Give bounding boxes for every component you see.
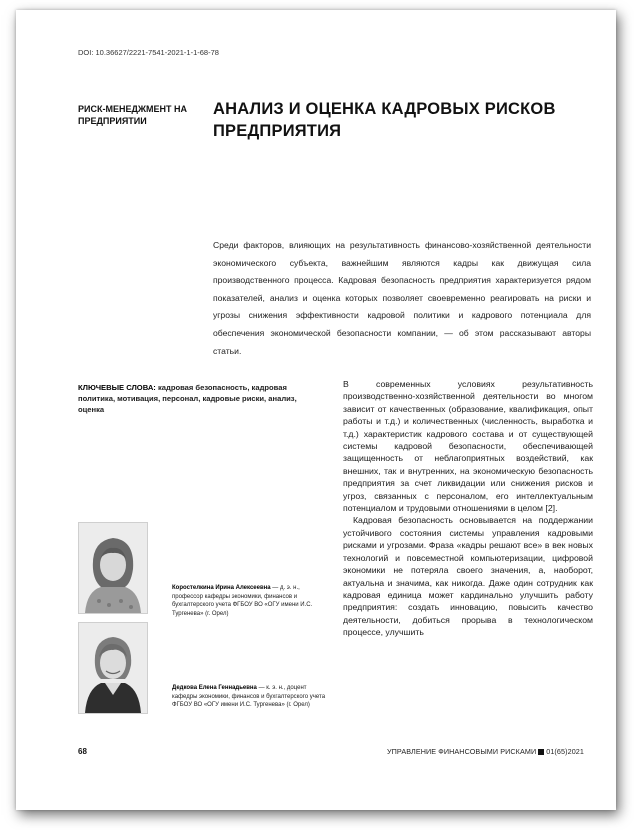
journal-name: УПРАВЛЕНИЕ ФИНАНСОВЫМИ РИСКАМИ — [386, 747, 537, 756]
journal-footer — [387, 747, 584, 756]
author-photo-1 — [78, 522, 148, 614]
keywords-block — [78, 382, 316, 415]
body-paragraph-2: Кадровая безопасность основывается на поддержании устойчивого состояния системы управления кадровыми рисками и угрозами. Фраза «кадры решают все» в век новых технологий и повсеместной компьютеризации, цифровой экономики не потеряла своего значения, а, наоборот, актуальна и значима, как никогда. Даже один сотрудник как кадровая единица может кардинально улучшить работу предприятия: создать инновацию, повысить качество деятельности, добиться прорыва в технологическом процессе, улучшить — [343, 515, 593, 638]
author-details: — к. э. н., доцент кафедры экономики, финансов и бухгалтерского учета ФГБОУ ВО «ОГУ имени И.С. Тургенева» (г. Орел) — [172, 685, 326, 709]
doi-label: DOI: 10.36627/2221-7541-2021-1-1-68-78 — [78, 48, 219, 57]
article-body — [343, 378, 593, 639]
article-title: АНАЛИЗ И ОЦЕНКА КАДРОВЫХ РИСКОВ ПРЕДПРИЯТИЯ — [213, 100, 556, 140]
article-lead: Среди факторов, влияющих на результативность финансово-хозяйственной деятельности экономического субъекта, важнейшим являются кадры как движущая сила производственного процесса. Кадровая безопасность предприятия характеризуется рядом показателей, анализ и оценка которых позволяет своевременно реагировать на риски и угрозы снижения эффективности кадровой политики и кадрового потенциала для обеспечения экономической безопасности компании, — об этом рассказывают авторы статьи. — [213, 240, 591, 356]
journal-issue: 01(65)2021 — [546, 747, 584, 756]
author-caption-1 — [172, 584, 328, 618]
author-card-2 — [78, 622, 328, 712]
keywords-text: кадровая безопасность, кадровая политика, мотивация, персонал, кадровые риски, анализ, оценка — [78, 383, 297, 414]
journal-page — [16, 10, 616, 810]
page-number: 68 — [78, 747, 87, 756]
section-rubric: РИСК-МЕНЕДЖМЕНТ НА ПРЕДПРИЯТИИ — [78, 104, 188, 126]
author-caption-2 — [172, 684, 328, 710]
author-name: Коростелкина Ирина Алексеевна — [172, 585, 271, 591]
author-name: Дедкова Елена Геннадьевна — [172, 685, 257, 691]
author-details: — д. э. н., профессор кафедры экономики, финансов и бухгалтерского учета ФГБОУ ВО «ОГУ имени И.С. Тургенева» (г. Орел) — [172, 585, 313, 617]
body-paragraph-1: В современных условиях результативность производственно-хозяйственной деятельности во многом зависит от качественных (образование, квалификация, опыт работы и т.д.) и количественных (численность, выработка и т.д.) характеристик кадрового состава и от существующей системы кадровой безопасности, обеспечивающей защищенность от неблагоприятных воздействий, как внешних, так и внутренних, на экономическую безопасность предприятия за счет ликвидации или снижения рисков и угроз, связанных с персоналом, его интеллектуальным потенциалом и трудовыми отношениями в целом [2]. — [343, 379, 593, 514]
author-photo-2 — [78, 622, 148, 714]
author-card-1 — [78, 522, 328, 617]
square-separator-icon — [538, 749, 544, 755]
keywords-label: КЛЮЧЕВЫЕ СЛОВА: — [78, 383, 156, 392]
